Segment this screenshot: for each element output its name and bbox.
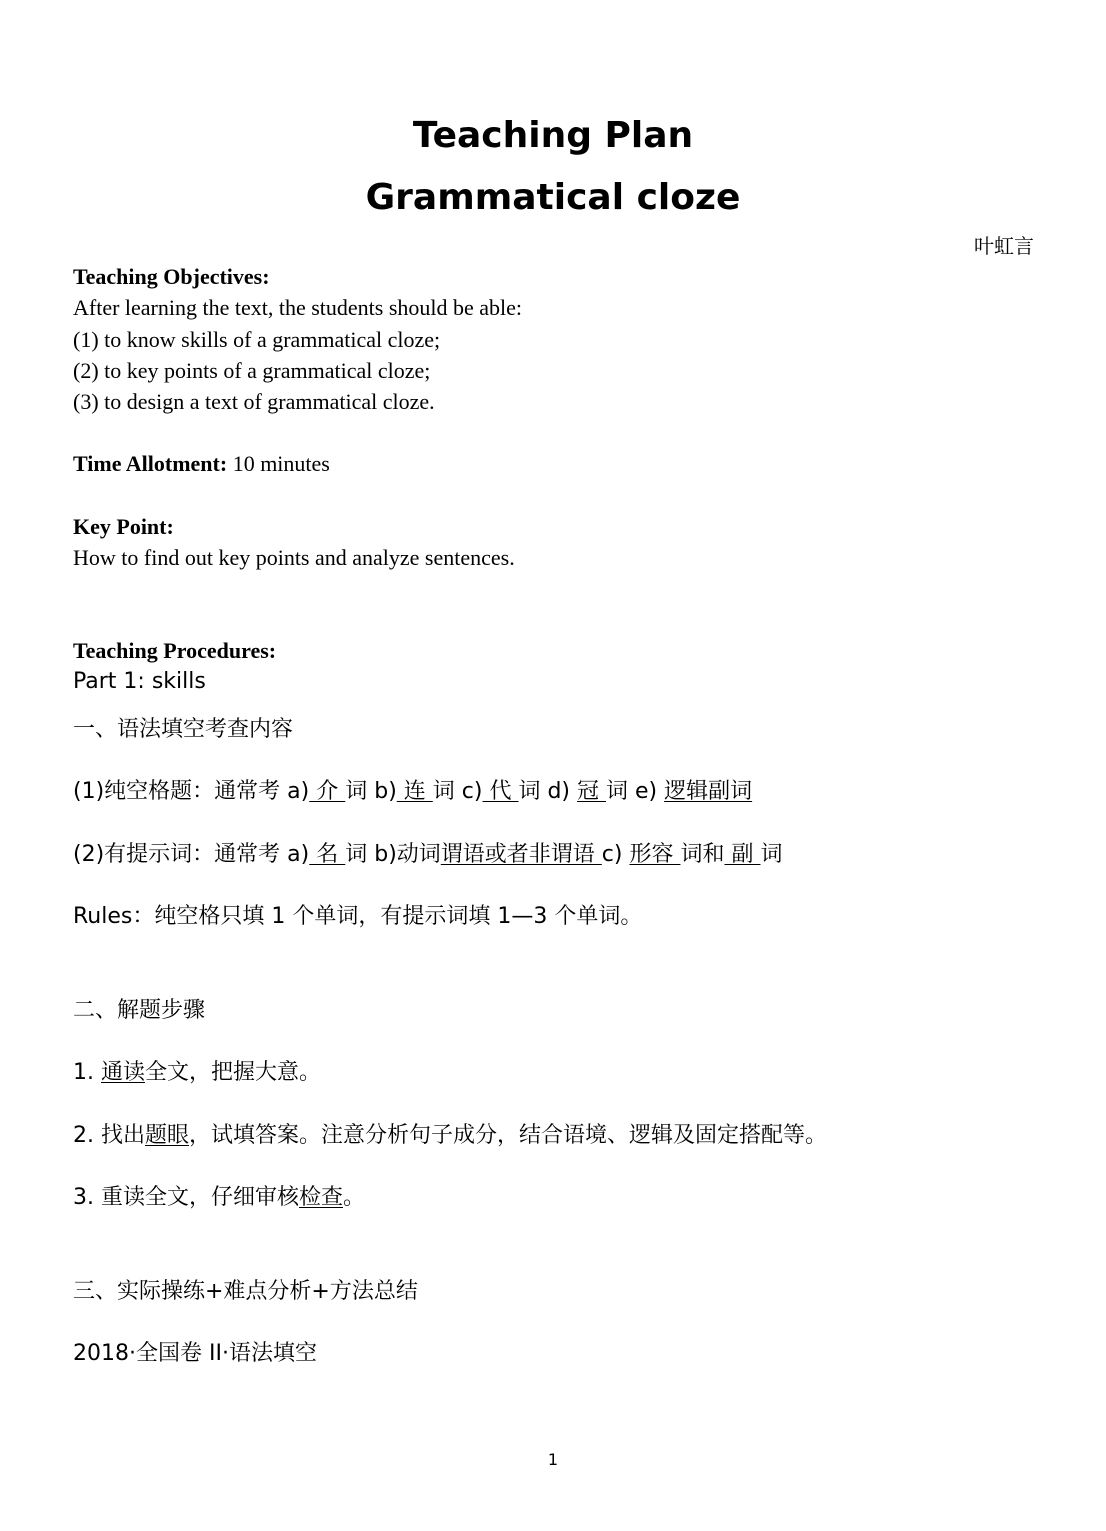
objective-item: (1) to know skills of a grammatical cloze; <box>73 327 441 352</box>
title-line-2: Grammatical cloze <box>365 177 741 218</box>
exam-title: 2018·全国卷 II·语法填空 <box>73 1341 317 1366</box>
hint-type-line: (2)有提示词：通常考 a) 名 词 b)动词谓语或者非谓语 c) 形容 词和 副 词 <box>73 842 783 867</box>
step-1: 1. 通读全文，把握大意。 <box>73 1060 322 1085</box>
step-3: 3. 重读全文，仔细审核检查。 <box>73 1185 366 1210</box>
objectives-heading: Teaching Objectives: <box>73 264 270 289</box>
title-line-1: Teaching Plan <box>412 115 694 156</box>
objective-item: (3) to design a text of grammatical cloze. <box>73 389 435 414</box>
objective-item: (2) to key points of a grammatical cloze; <box>73 358 431 383</box>
section3-heading: 三、实际操练+难点分析+方法总结 <box>73 1279 418 1304</box>
author-name: 叶虹言 <box>974 234 1034 258</box>
objectives-intro: After learning the text, the students should be able: <box>73 295 523 320</box>
part1-heading: Part 1: skills <box>73 669 206 694</box>
page-number: 1 <box>547 1450 559 1469</box>
blank-type-line: (1)纯空格题：通常考 a) 介 词 b) 连 词 c) 代 词 d) 冠 词 e) 逻辑副词 <box>73 779 753 804</box>
key-point-heading: Key Point: <box>73 514 174 539</box>
section2-heading: 二、解题步骤 <box>73 998 206 1023</box>
procedures-heading: Teaching Procedures: <box>73 638 277 663</box>
section1-heading: 一、语法填空考查内容 <box>73 717 294 742</box>
time-allotment: Time Allotment: 10 minutes <box>73 451 330 476</box>
key-point-text: How to find out key points and analyze sentences. <box>73 545 515 570</box>
step-2: 2. 找出题眼，试填答案。注意分析句子成分，结合语境、逻辑及固定搭配等。 <box>73 1123 828 1148</box>
rules-line: Rules：纯空格只填 1 个单词，有提示词填 1—3 个单词。 <box>73 904 643 929</box>
